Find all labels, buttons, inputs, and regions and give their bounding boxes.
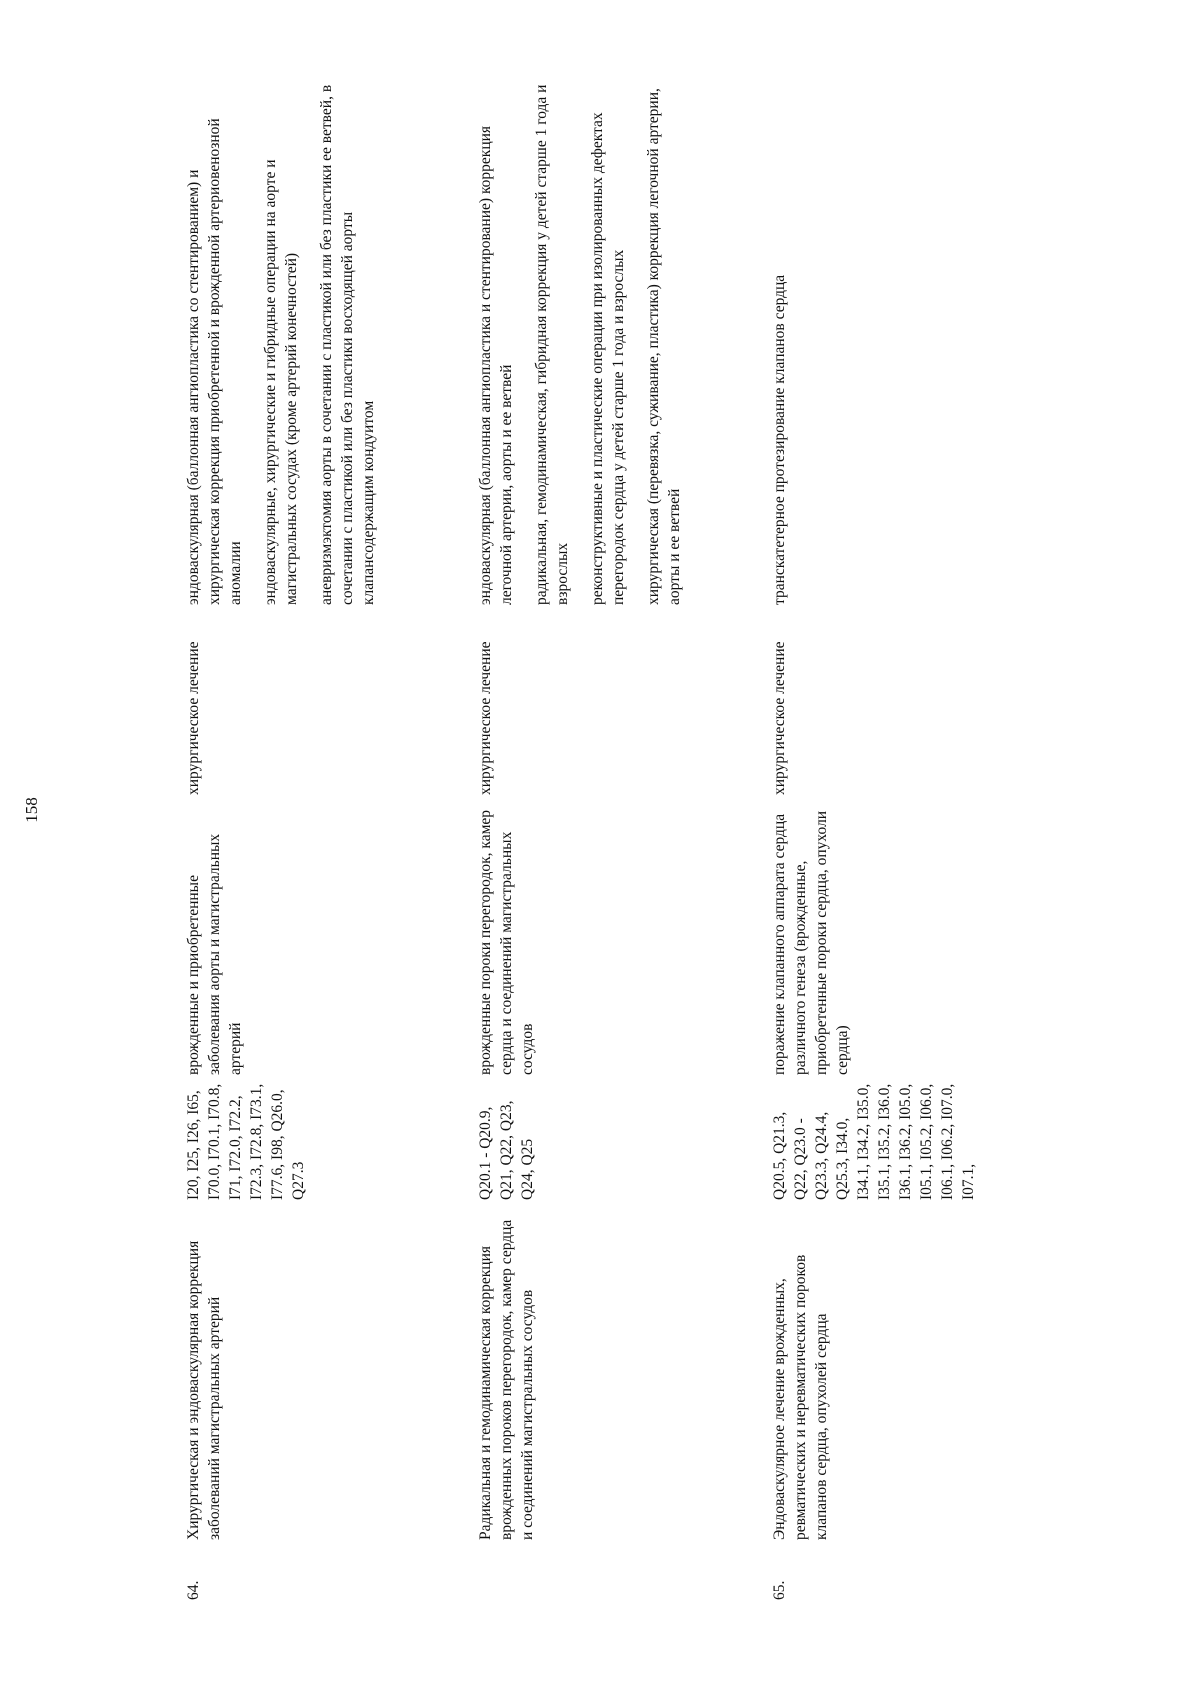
row-number: 64. — [185, 1580, 202, 1600]
method-item: транскатетерное протезирование клапанов сердца — [771, 274, 788, 605]
row-model: врожденные пороки перегородок, камер сердца и соединений магистральных сосудов — [477, 809, 536, 1075]
row-number: 65. — [771, 1580, 788, 1600]
row-name: Хирургическая и эндоваскулярная коррекция заболеваний магистральных артерий — [185, 1240, 223, 1540]
method-item: эндоваскулярная (баллонная ангиопластика со стентированием) и хирургическая коррекция приобретенной и врожденной артериовенозной аномалии — [185, 118, 244, 605]
row-treatment-type: хирургическое лечение — [771, 641, 788, 795]
row-methods — [475, 80, 699, 605]
method-item: радикальная, гемодинамическая, гибридная коррекция у детей старше 1 года и взрослых — [533, 84, 571, 605]
method-item: реконструктивные и пластические операции при изолированных дефектах перегородок сердца у детей старше 1 года и взрослых — [589, 112, 627, 605]
row-codes: Q20.5, Q21.3, Q22, Q23.0 - Q23.3, Q24.4, Q25.3, I34.0, I34.1, I34.2, I35.0, I35.1, I35.2, I36.0, I36.1, I36.2, I05.0, I05.1, I05.2, I06.0, I06.1, I06.2, I07.0, I07.1, — [771, 1083, 977, 1200]
row-model: врожденные и приобретенные заболевания аорты и магистральных артерий — [185, 833, 244, 1075]
method-item: эндоваскулярные, хирургические и гибридные операции на аорте и магистральных сосудах (кроме артерий конечностей) — [262, 159, 300, 605]
method-item: хирургическая (перевязка, суживание, пластика) коррекция легочной артерии, аорты и ее ветвей — [645, 88, 683, 605]
row-name: Эндоваскулярное лечение врожденных, ревматических и неревматических пороков клапанов сердца, опухолей сердца — [771, 1254, 830, 1540]
row-name: Радикальная и гемодинамическая коррекция врожденных пороков перегородок, камер сердца и соединений магистральных сосудов — [477, 1219, 536, 1540]
row-codes: Q20.1 - Q20.9, Q21, Q22, Q23, Q24, Q25 — [477, 1100, 536, 1200]
row-codes: I20, I25, I26, I65, I70.0, I70.1, I70.8, I71, I72.0, I72.2, I72.3, I72.8, I73.1, I77.6, I98, Q26.0, Q27.3 — [185, 1083, 307, 1200]
row-methods — [769, 80, 804, 605]
row-treatment-type: хирургическое лечение — [477, 641, 494, 795]
row-methods — [183, 80, 393, 605]
method-item: эндоваскулярная (баллонная ангиопластика и стентирование) коррекция легочной артерии, аорты и ее ветвей — [477, 125, 515, 605]
method-item: аневризмэктомия аорты в сочетании с пластикой или без пластики ее ветвей, в сочетании с пластикой или без пластики восходящей аорты клапансодержащим кондуитом — [318, 84, 377, 605]
row-treatment-type: хирургическое лечение — [185, 641, 202, 795]
rotated-table — [183, 80, 977, 1600]
row-model: поражение клапанного аппарата сердца различного генеза (врожденные, приобретенные пороки сердца, опухоли сердца) — [771, 810, 851, 1075]
page-number: 158 — [22, 797, 41, 823]
